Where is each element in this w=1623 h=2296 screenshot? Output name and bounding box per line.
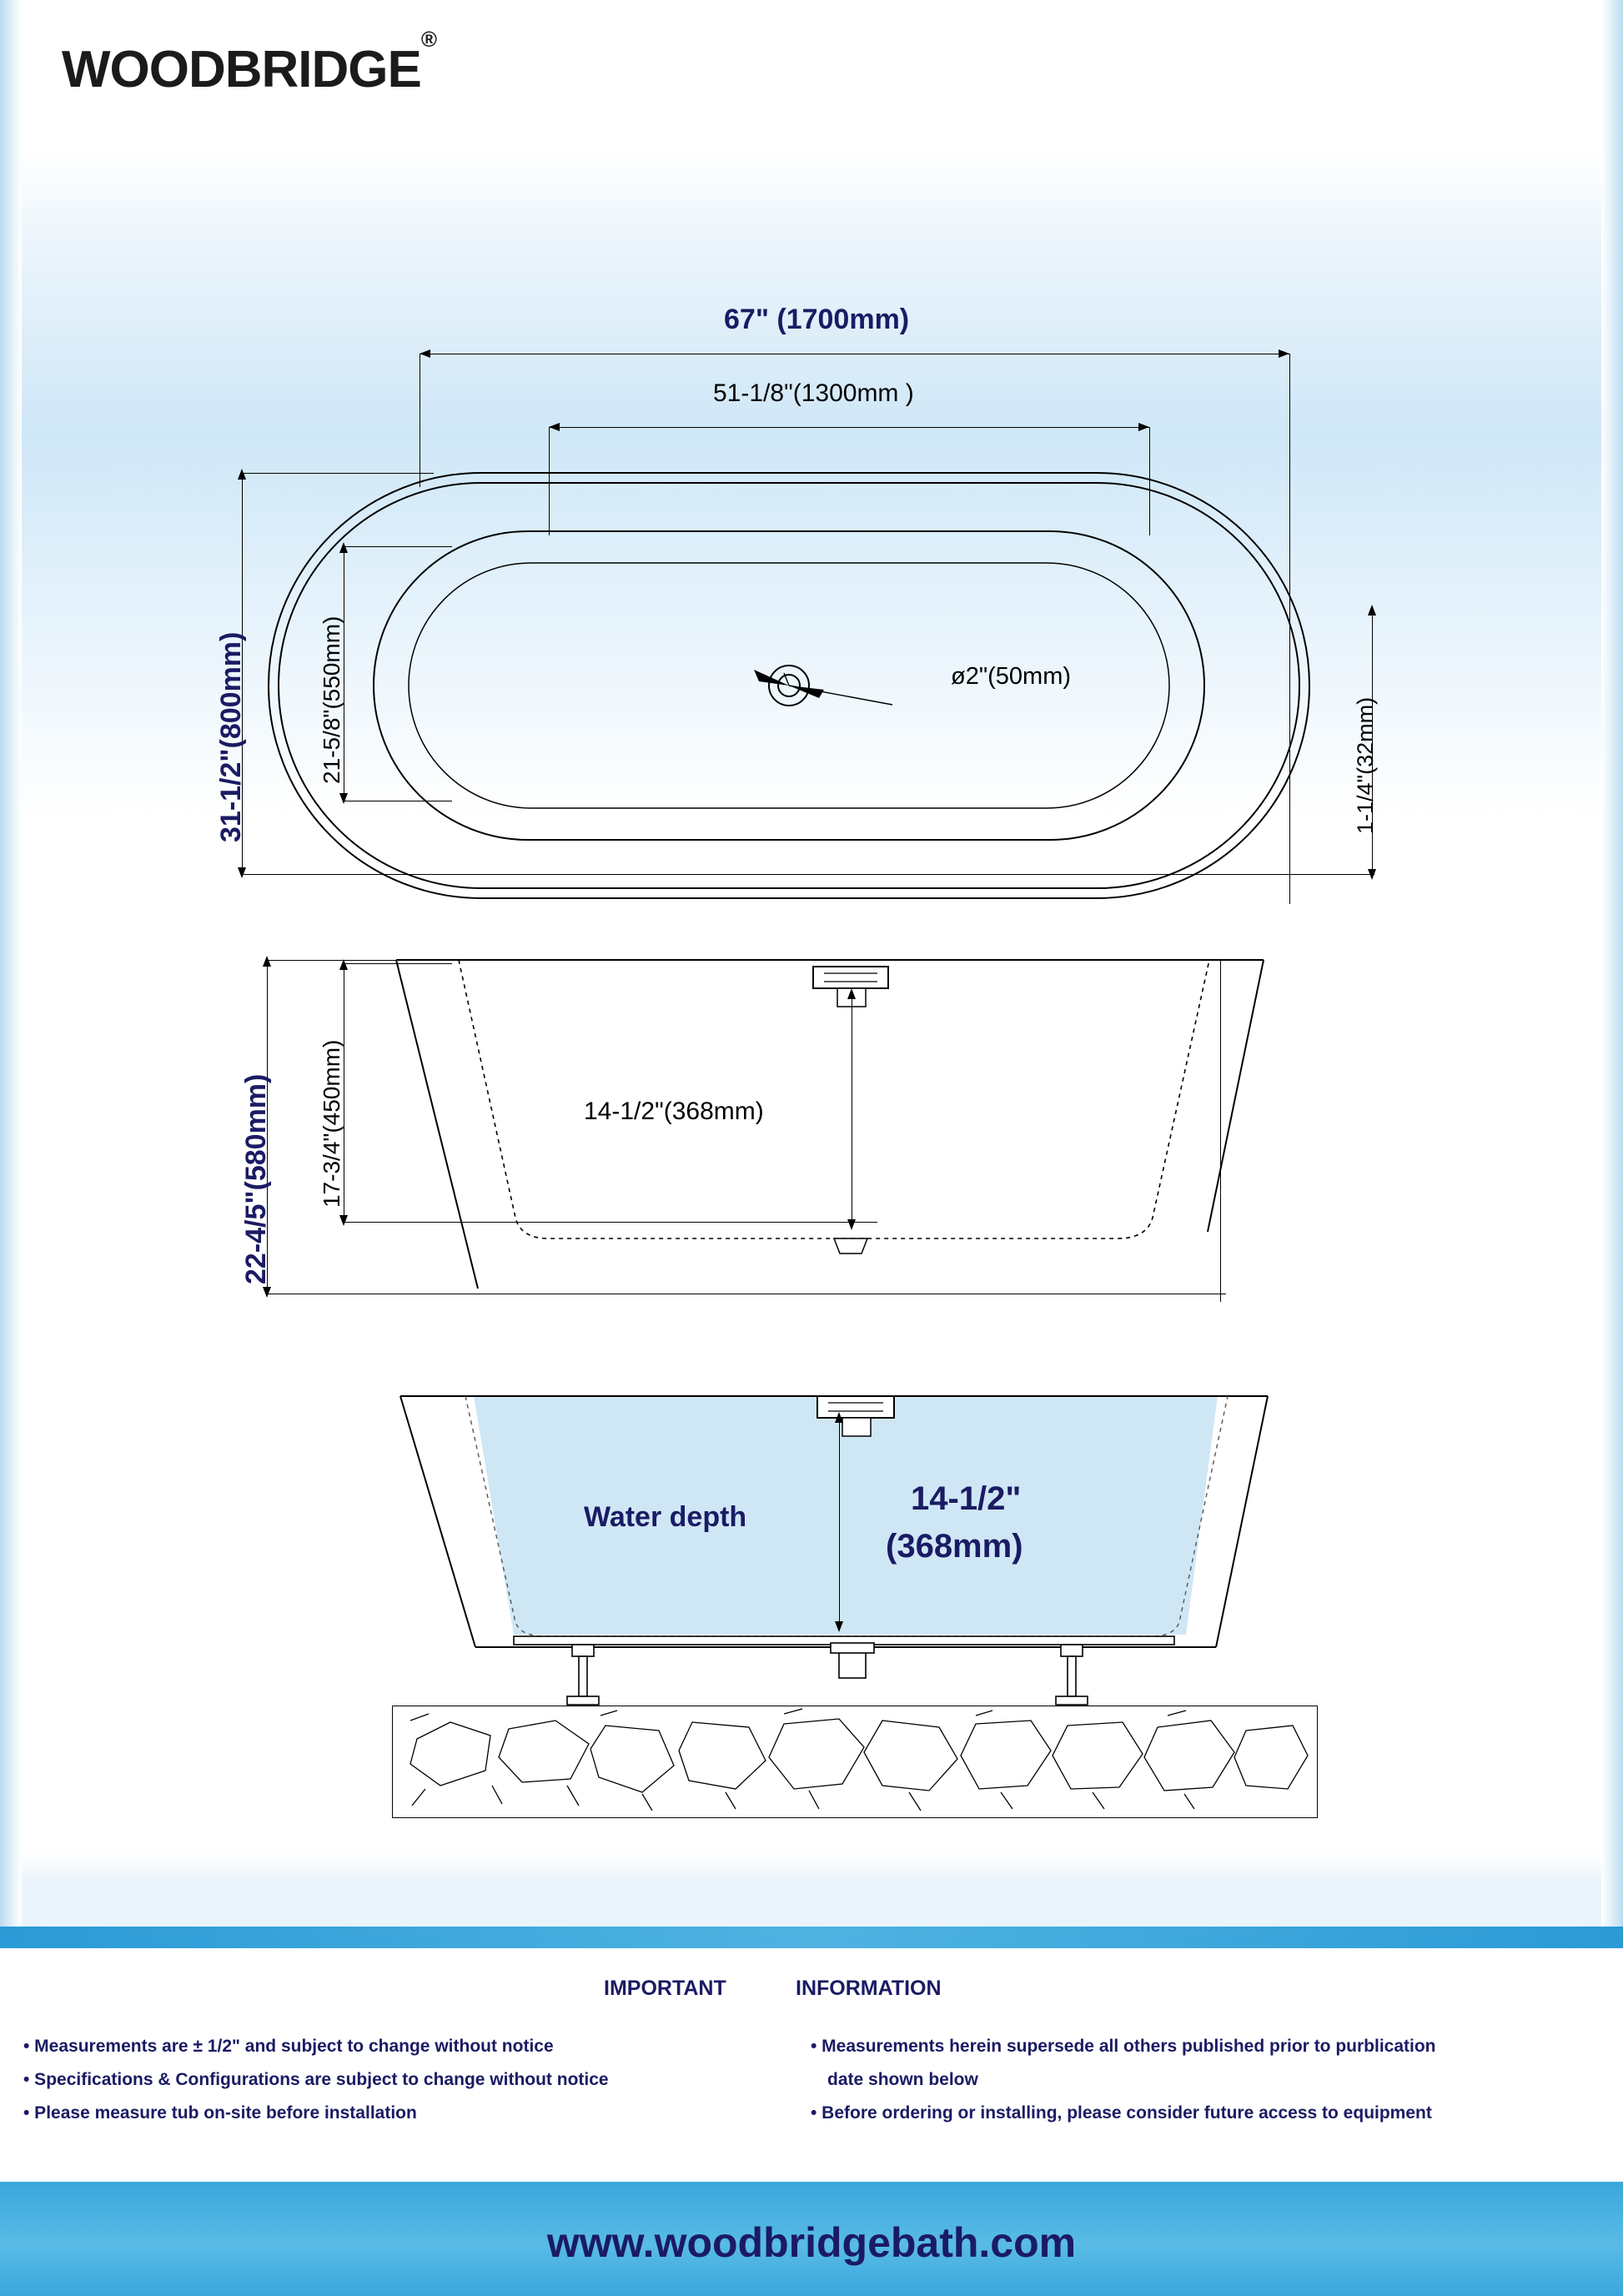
water-depth-label: Water depth: [584, 1501, 747, 1533]
elevation-right-wall: [1220, 960, 1221, 1302]
overall-height-label: 22-4/5"(580mm): [240, 1073, 272, 1284]
overall-width-arrow-down: [238, 867, 246, 878]
right-bullet-1-cont: date shown below: [827, 2070, 978, 2089]
rim-thickness-label: 1-1/4"(32mm): [1353, 696, 1378, 834]
overall-height-ext-top: [267, 960, 400, 961]
tub-elevation-outline: [334, 955, 1351, 1305]
inner-length-ext-right: [1149, 427, 1150, 535]
inner-length-arrow-right: [1138, 423, 1149, 431]
water-depth-dim-line: [839, 1418, 840, 1628]
overall-width-ext-top: [242, 473, 434, 474]
floor-substrate: [392, 1706, 1318, 1818]
tub-plan-outline: [250, 455, 1334, 922]
inner-length-ext-left: [549, 427, 550, 535]
overall-width-ext-bottom: [242, 874, 1343, 875]
water-depth-value-line1: 14-1/2": [911, 1480, 1022, 1517]
brand-logo: [62, 27, 437, 99]
inner-width-ext-top: [344, 546, 452, 547]
registered-mark: ®: [420, 27, 437, 53]
left-bullet-3: • Please measure tub on-site before installation: [23, 2103, 417, 2123]
overall-length-arrow-right: [1279, 349, 1289, 358]
water-depth-arrow-down: [835, 1621, 843, 1632]
overall-length-label: 67" (1700mm): [724, 304, 910, 335]
overall-length-ext-right: [1289, 354, 1290, 904]
overall-height-arrow-up: [263, 956, 271, 967]
right-bullet-2: • Before ordering or installing, please consider future access to equipment: [811, 2103, 1432, 2123]
overall-height-arrow-down: [263, 1287, 271, 1298]
side-water-arrow-up: [847, 988, 856, 999]
overall-width-label: 31-1/2"(800mm): [215, 631, 247, 842]
left-bullet-2: • Specifications & Configurations are subject to change without notice: [23, 2070, 609, 2089]
inner-length-arrow-left: [549, 423, 560, 431]
side-water-dim-label: 14-1/2"(368mm): [584, 1098, 764, 1125]
left-bullet-1: • Measurements are ± 1/2" and subject to change without notice: [23, 2037, 554, 2056]
inner-height-arrow-up: [339, 959, 348, 970]
side-water-arrow-down: [847, 1219, 856, 1230]
inner-height-ext-bottom: [344, 1222, 877, 1223]
inner-height-ext-top: [344, 963, 452, 964]
inner-width-arrow-up: [339, 542, 348, 553]
rim-thickness-ext: [1279, 874, 1374, 875]
right-bullet-1: • Measurements herein supersede all others published prior to purblication: [811, 2037, 1436, 2056]
inner-height-arrow-down: [339, 1215, 348, 1226]
water-depth-arrow-up: [835, 1412, 843, 1423]
water-depth-value-line2: (368mm): [886, 1528, 1023, 1565]
brand-name: WOODBRIDGE: [62, 41, 421, 98]
rim-thickness-arrow-up: [1368, 605, 1376, 615]
footer-top-band: [0, 1927, 1623, 1948]
overall-length-arrow-left: [420, 349, 430, 358]
inner-length-dim-line: [549, 427, 1149, 428]
inner-width-label: 21-5/8"(550mm): [319, 615, 344, 784]
inner-width-arrow-down: [339, 793, 348, 804]
inner-length-label: 51-1/8"(1300mm ): [713, 379, 914, 407]
inner-height-label: 17-3/4"(450mm): [319, 1039, 344, 1208]
drain-size-label: ø2"(50mm): [951, 663, 1072, 690]
website-link[interactable]: www.woodbridgebath.com: [546, 2219, 1077, 2266]
footer-info-area: [0, 1948, 1623, 2182]
important-heading: IMPORTANT: [604, 1977, 726, 2000]
overall-width-arrow-up: [238, 469, 246, 480]
information-heading: INFORMATION: [796, 1977, 942, 2000]
